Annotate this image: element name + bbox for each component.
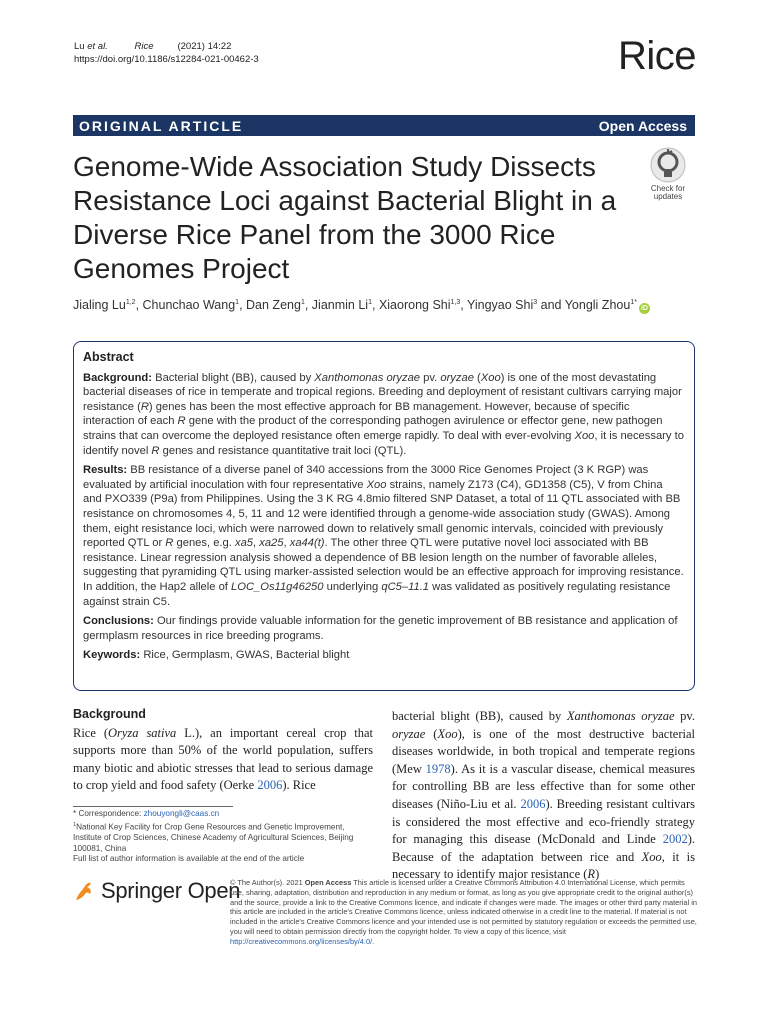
footnote-divider — [73, 806, 233, 807]
author[interactable]: Chunchao Wang$^1$ — [142, 298, 240, 312]
body-column-right: bacterial blight (BB), caused by Xanthomonas oryzae pv. oryzae (Xoo), is one of the most destructive bacterial diseases worldwide, in both tropical and temperate regions (Mew 1978). As it is a vascular disease, chemical measures for controlling BB are less effective than for some other diseases (Niño-Liu et al. 2006). Breeding resistant cultivars is considered the most effective and eco-friendly strategy for managing this disease (McDonald and Linde 2002). Because of the adaptation between rice and Xoo, it is necessary to identify major resistance (R) — [392, 709, 696, 882]
author[interactable]: Yongli Zhou$^{1*}$ — [564, 298, 637, 312]
license-link[interactable]: http://creativecommons.org/licenses/by/4.0/. — [230, 936, 375, 946]
abstract-keywords: Keywords: Rice, Germplasm, GWAS, Bacterial blight — [83, 649, 350, 662]
citation-link[interactable]: 2006 — [257, 778, 283, 793]
body-column-left — [73, 706, 373, 795]
abstract-results: Results: BB resistance of a diverse panel of 340 accessions from the 3000 Rice Genomes Project (3 K RGP) was evaluated by artificial inoculation with four representative Xoo strains, namely Z173 (C4), GD1358 (C5), V from China and PXO339 (P9a) from Philippines. Using the 3 K RG 4.8mio filtered SNP Dataset, a total of 11 QTL associated with BB resistance on chromosomes 4, 5, 11 and 12 were identified through a genome-wide association study (GWAS). Among them, eight resistance loci, which were narrowed down to relatively small genomic intervals, coincided with previously reported QTL or R genes, e.g. xa5, xa25, xa44(t). The other three QTL were putative novel loci associated with BB resistance. Linear regression analysis showed a dependence of BB lesion length on the number of favorable alleles, suggesting that pyramiding QTL using marker-assisted selection would be an effective approach for improving resistance. In addition, the Hap2 allele of LOC_Os11g46250 underlying qC5–11.1 was validated as positively regulating resistance against strain C5. — [83, 464, 684, 608]
springer-horse-icon — [73, 880, 95, 902]
doi-link[interactable]: https://doi.org/10.1186/s12284-021-00462-3 — [74, 54, 259, 65]
license-text: © The Author(s). 2021 Open Access This article is licensed under a Creative Commons Attribution 4.0 International License, which permits use, sharing, adaptation, distribution and reproduction in any medium or format, as long as you give appropriate credit to the original author(s) and the source, provide a link to the Creative Commons licence, and indicate if changes were made. The images or other third party material in this article are included in the article's Creative Commons licence, unless indicated otherwise in a credit line to the material. If material is not included in the article's Creative Commons licence and your intended use is not permitted by statutory regulation or exceeds the permitted use, you will need to obtain permission directly from the copyright holder. To view a copy of this licence, visit http://creativecommons.org/licenses/by/4.0/. — [230, 878, 697, 946]
author[interactable]: Yingyao Shi$^3$ — [466, 298, 538, 312]
abstract-conclusions: Conclusions: Our findings provide valuable information for the genetic improvement of BB resistance and application of germplasm resources in rice breeding programs. — [83, 615, 678, 642]
citation-header — [74, 40, 259, 66]
correspondence-email[interactable]: zhouyongli@caas.cn — [143, 809, 220, 818]
orcid-icon[interactable]: iD — [640, 305, 648, 312]
article-title: Genome-Wide Association Study Dissects Resistance Loci against Bacterial Blight in a Diverse Rice Panel from the 3000 Rice Genomes Project — [73, 151, 617, 284]
author-info-note: Full list of author information is available at the end of the article — [73, 854, 305, 864]
check-for-updates-text: Check for updates — [650, 184, 686, 201]
author[interactable]: Dan Zeng$^1$ — [246, 298, 305, 312]
section-heading: Background — [73, 707, 146, 721]
footnotes — [73, 809, 373, 865]
citation-link[interactable]: 2002 — [662, 832, 688, 847]
correspondence: * Correspondence: zhouyongli@caas.cn — [73, 809, 220, 818]
citation-link[interactable]: 1978 — [425, 761, 451, 776]
check-for-updates-icon — [650, 147, 686, 183]
author-list: Jialing Lu$^{1,2}$, Chunchao Wang$^1$, Dan Zeng$^1$, Jianmin Li$^1$, Xiaorong Shi$^{1,3}$, Yingyao Shi$^3$ and Yongli Zhou$^{1*}$iD — [73, 298, 648, 312]
article-type-banner — [73, 115, 695, 136]
affiliation-note: $^1$National Key Facility for Crop Gene Resources and Genetic Improvement, Institute of Crop Sciences, Chinese Academy of Agricultural Sciences, Beijing 100081, China — [73, 821, 354, 853]
publisher-name: Springer Open — [101, 878, 241, 903]
citation-year-vol: (2021) 14:22 — [177, 41, 232, 52]
abstract-heading: Abstract — [83, 350, 134, 364]
citation-journal: Rice — [134, 41, 154, 52]
springer-open-logo — [73, 878, 240, 904]
author[interactable]: Jianmin Li$^1$ — [311, 298, 372, 312]
author[interactable]: Jialing Lu$^{1,2}$ — [73, 298, 136, 312]
article-type: ORIGINAL ARTICLE — [79, 117, 244, 134]
check-for-updates-badge[interactable] — [643, 147, 693, 203]
abstract-box — [73, 341, 695, 691]
body-paragraph: Rice (Oryza sativa L.), an important cereal crop that supports more than 50% of the world population, suffers many biotic and abiotic stresses that lead to serious damage to crop yield and food safety (Oerke 2006). Rice — [73, 725, 373, 793]
citation-link[interactable]: 2006 — [520, 796, 546, 811]
journal-name: Rice — [617, 34, 696, 78]
abstract-background: Background: Bacterial blight (BB), caused by Xanthomonas oryzae pv. oryzae (Xoo) is one of the most devastating bacterial diseases of rice in temperate and tropical regions. Breeding and deployment of resistant cultivars carrying major resistance (R) genes has been the most effective approach for BB management. However, because of specific interaction of each R gene with the product of the corresponding pathogen avirulence or effector gene, new pathogen strains that can overcome the deployed resistance often emerge rapidly. To deal with ever-evolving Xoo, it is necessary to identify novel R genes and resistance quantitative trait loci (QTL). — [83, 371, 684, 457]
citation-authors: Lu et al. — [74, 41, 108, 52]
open-access-label: Open Access — [598, 117, 687, 134]
author[interactable]: Xiaorong Shi$^{1,3}$ — [378, 298, 461, 312]
